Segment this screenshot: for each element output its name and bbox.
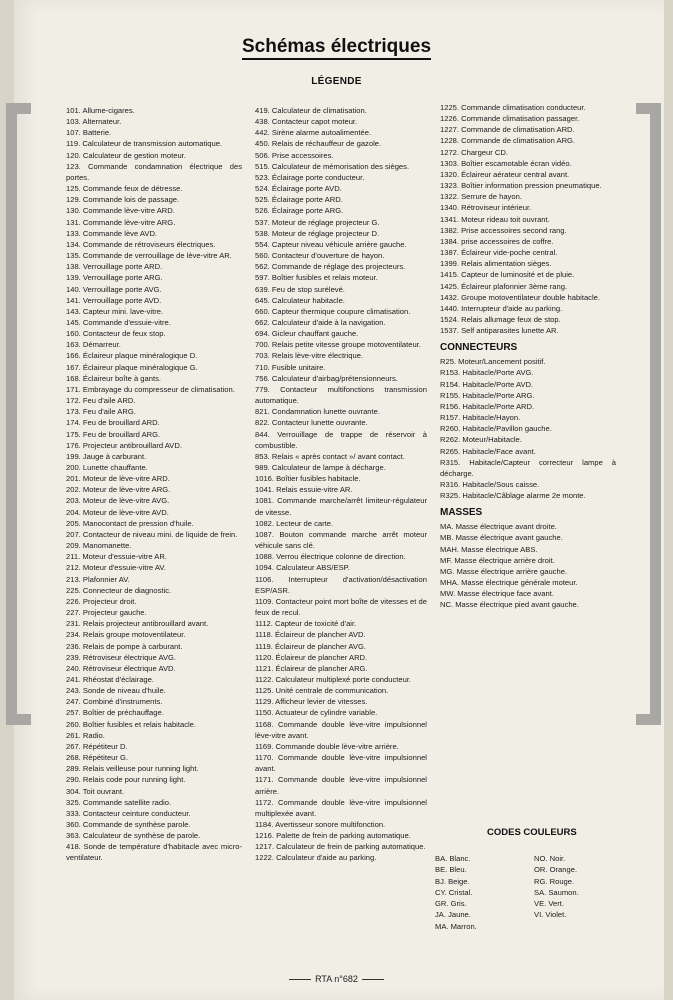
legend-item: 1303. Boîtier escamotable écran vidéo. bbox=[440, 158, 572, 168]
legend-item: 703. Relais lève-vitre électrique. bbox=[255, 351, 364, 361]
legend-item: 1322. Serrure de hayon. bbox=[440, 192, 522, 202]
legend-item: 822. Contacteur lunette ouvrante. bbox=[255, 418, 368, 428]
connecteurs-heading: CONNECTEURS bbox=[440, 342, 518, 354]
color-code-item: JA. Jaune. bbox=[435, 910, 471, 920]
legend-item: 515. Calculateur de mémorisation des sièges. bbox=[255, 161, 410, 171]
masse-item: MHA. Masse électrique générale moteur. bbox=[440, 578, 578, 588]
legend-item: 134. Commande de rétroviseurs électriques. bbox=[66, 239, 216, 249]
legend-item: 120. Calculateur de gestion moteur. bbox=[66, 150, 186, 160]
legend-item: 131. Commande lève-vitre ARG. bbox=[66, 217, 176, 227]
color-code-item: OR. Orange. bbox=[534, 865, 578, 875]
legend-item: 523. Éclairage porte conducteur. bbox=[255, 172, 365, 182]
legend-item: 1118. Éclaireur de plancher AVD. bbox=[255, 630, 366, 640]
legend-item: 525. Éclairage porte ARD. bbox=[255, 195, 343, 205]
legend-item: 205. Manocontact de pression d'huile. bbox=[66, 518, 194, 528]
legend-item: 1172. Commande double lève-vitre impulsionnel multiplexée avant. bbox=[255, 797, 427, 818]
legend-item: 101. Allume-cigares. bbox=[66, 106, 135, 115]
legend-item: 261. Radio. bbox=[66, 730, 105, 740]
connecteur-item: R153. Habitacle/Porte AVG. bbox=[440, 368, 534, 378]
left-bracket-decoration bbox=[6, 103, 31, 725]
legend-item: 234. Relais groupe motoventilateur. bbox=[66, 630, 186, 640]
right-bracket-decoration bbox=[636, 103, 661, 725]
legend-item: 239. Rétroviseur électrique AVG. bbox=[66, 652, 177, 662]
color-code-item: GR. Gris. bbox=[435, 899, 467, 909]
legend-item: 268. Répétiteur G. bbox=[66, 753, 129, 763]
legend-item: 442. Sirène alarme autoalimentée. bbox=[255, 128, 372, 138]
legend-item: 119. Calculateur de transmission automatique. bbox=[66, 139, 223, 149]
connecteur-item: R265. Habitacle/Face avant. bbox=[440, 446, 536, 456]
legend-item: 1087. Bouton commande marche arrêt moteur véhicule sans clé. bbox=[255, 529, 427, 551]
legend-item: 174. Feu de brouillard ARD. bbox=[66, 418, 160, 428]
legend-item: 1226. Commande climatisation passager. bbox=[440, 114, 580, 124]
legend-item: 450. Relais de réchauffeur de gazole. bbox=[255, 139, 382, 149]
connecteur-item: R262. Moteur/Habitacle. bbox=[440, 435, 522, 445]
legend-item: 257. Boîtier de préchauffage. bbox=[66, 708, 164, 718]
legend-item: 225. Connecteur de diagnostic. bbox=[66, 585, 172, 595]
legend-item: 1119. Éclaireur de plancher AVG. bbox=[255, 641, 367, 651]
legend-item: 201. Moteur de lève-vitre ARD. bbox=[66, 474, 170, 484]
legend-item: 226. Projecteur droit. bbox=[66, 596, 137, 606]
connecteur-item: R25. Moteur/Lancement positif. bbox=[440, 357, 546, 367]
footer-label: RTA n°682 bbox=[315, 974, 358, 984]
legend-item: 438. Contacteur capot moteur. bbox=[255, 117, 358, 127]
legend-item: 204. Moteur de lève-vitre AVD. bbox=[66, 507, 169, 517]
legend-item: 1323. Boîtier information pression pneumatique. bbox=[440, 181, 602, 191]
legend-item: 1524. Relais allumage feux de stop. bbox=[440, 314, 561, 324]
legend-item: 418. Sonde de température d'habitacle avec micro-ventilateur. bbox=[66, 842, 242, 863]
masse-item: MA. Masse électrique avant droite. bbox=[440, 522, 557, 532]
legend-item: 212. Moteur d'essuie-vitre AV. bbox=[66, 563, 166, 573]
page-title bbox=[0, 36, 673, 58]
legend-item: 135. Commande de verrouillage de lève-vitre AR. bbox=[66, 251, 232, 261]
legend-item: 1121. Éclaireur de plancher ARG. bbox=[255, 663, 368, 673]
legend-item: 207. Contacteur de niveau mini. de liquide de frein. bbox=[66, 529, 238, 539]
legend-item: 1440. Interrupteur d'aide au parking. bbox=[440, 303, 563, 313]
masse-item: NC. Masse électrique pied avant gauche. bbox=[440, 600, 579, 610]
legend-item: 537. Moteur de réglage projecteur G. bbox=[255, 217, 380, 227]
legend-item: 639. Feu de stop surélevé. bbox=[255, 284, 345, 294]
page-title-text: Schémas électriques bbox=[242, 36, 431, 60]
legend-item: 211. Moteur d'essuie-vitre AR. bbox=[66, 552, 167, 562]
connecteur-item: R325. Habitacle/Câblage alarme 2e monte. bbox=[440, 491, 586, 501]
color-code-item: BE. Bleu. bbox=[435, 865, 467, 875]
legend-column-1 bbox=[66, 105, 242, 864]
legend-item: 844. Verrouillage de trappe de réservoir à combustible. bbox=[255, 429, 427, 450]
legend-item: 419. Calculateur de climatisation. bbox=[255, 106, 367, 115]
legend-item: 560. Contacteur d'ouverture de hayon. bbox=[255, 251, 385, 261]
legend-item: 304. Toit ouvrant. bbox=[66, 786, 125, 796]
legend-item: 1425. Éclaireur plafonnier 3ème rang. bbox=[440, 281, 568, 291]
legend-item: 1122. Calculateur multiplexé porte conducteur. bbox=[255, 674, 412, 684]
legend-item: 645. Calculateur habitacle. bbox=[255, 295, 345, 305]
legend-item: 1082. Lecteur de carte. bbox=[255, 518, 334, 528]
legend-item: 139. Verrouillage porte ARG. bbox=[66, 273, 163, 283]
legend-item: 1415. Capteur de luminosité et de pluie. bbox=[440, 270, 575, 280]
legend-item: 290. Relais code pour running light. bbox=[66, 775, 186, 785]
legend-item: 166. Éclaireur plaque minéralogique D. bbox=[66, 351, 198, 361]
color-code-item: BA. Blanc. bbox=[435, 854, 471, 863]
legend-item: 1432. Groupe motoventilateur double habitacle. bbox=[440, 292, 600, 302]
color-code-item: CY. Cristal. bbox=[435, 887, 473, 897]
legend-item: 267. Répétiteur D. bbox=[66, 741, 128, 751]
legend-item: 243. Sonde de niveau d'huile. bbox=[66, 686, 166, 696]
legend-item: 227. Projecteur gauche. bbox=[66, 608, 147, 618]
legend-item: 175. Feu de brouillard ARG. bbox=[66, 429, 161, 439]
legend-item: 1041. Relais essuie-vitre AR. bbox=[255, 485, 353, 495]
legend-item: 1384. prise accessoires de coffre. bbox=[440, 236, 554, 246]
legend-column-3-items bbox=[440, 102, 616, 336]
legend-item: 756. Calculateur d'airbag/prétensionneurs. bbox=[255, 373, 398, 383]
legend-item: 1169. Commande double lève-vitre arrière. bbox=[255, 741, 399, 751]
legend-item: 260. Boîtier fusibles et relais habitacle. bbox=[66, 719, 197, 729]
legend-item: 1320. Éclaireur aérateur central avant. bbox=[440, 169, 570, 179]
legend-item: 145. Commande d'essuie-vitre. bbox=[66, 317, 171, 327]
legend-item: 1106. Interrupteur d'activation/désactivation ESP/ASR. bbox=[255, 574, 427, 595]
legend-item: 1170. Commande double lève-vitre impulsionnel avant. bbox=[255, 753, 427, 774]
legend-item: 213. Plafonnier AV. bbox=[66, 574, 130, 584]
legend-item: 1340. Rétroviseur intérieur. bbox=[440, 203, 532, 213]
legend-column-3 bbox=[440, 102, 616, 611]
legend-item: 1120. Éclaireur de plancher ARD. bbox=[255, 652, 368, 662]
legend-item: 821. Condamnation lunette ouvrante. bbox=[255, 407, 380, 417]
legend-item: 1382. Prise accessoires second rang. bbox=[440, 225, 567, 235]
legend-item: 1081. Commande marche/arrêt limiteur-régulateur de vitesse. bbox=[255, 496, 427, 517]
connecteurs-list bbox=[440, 356, 616, 501]
legend-item: 240. Rétroviseur électrique AVD. bbox=[66, 663, 176, 673]
masse-item: MB. Masse électrique avant gauche. bbox=[440, 533, 563, 543]
legend-item: 289. Relais veilleuse pour running light. bbox=[66, 764, 199, 774]
legend-item: 1094. Calculateur ABS/ESP. bbox=[255, 563, 350, 573]
color-code-item: SA. Saumon. bbox=[534, 887, 579, 897]
legend-item: 1109. Contacteur point mort boîte de vitesses et de feux de recul. bbox=[255, 596, 427, 618]
legend-item: 1016. Boîtier fusibles habitacle. bbox=[255, 474, 361, 484]
footer-dash-right bbox=[362, 979, 384, 980]
legend-item: 1227. Commande de climatisation ARD. bbox=[440, 125, 575, 135]
legend-item: 1399. Relais alimentation sièges. bbox=[440, 259, 552, 269]
legend-item: 333. Contacteur ceinture conducteur. bbox=[66, 808, 191, 818]
legend-column-2 bbox=[255, 105, 427, 864]
legend-item: 123. Commande condamnation électrique des portes. bbox=[66, 161, 242, 182]
masses-heading: MASSES bbox=[440, 507, 483, 519]
legend-item: 200. Lunette chauffante. bbox=[66, 463, 148, 472]
legend-item: 247. Combiné d'instruments. bbox=[66, 697, 163, 707]
legend-item: 167. Éclaireur plaque minéralogique G. bbox=[66, 362, 198, 372]
legend-item: 107. Batterie. bbox=[66, 128, 112, 138]
legend-item: 660. Capteur thermique coupure climatisation. bbox=[255, 306, 411, 316]
legend-item: 1225. Commande climatisation conducteur. bbox=[440, 103, 586, 112]
legend-item: 173. Feu d'aile ARG. bbox=[66, 407, 136, 417]
legend-item: 1537. Self antiparasites lunette AR. bbox=[440, 326, 559, 336]
legend-item: 1222. Calculateur d'aide au parking. bbox=[255, 853, 377, 863]
legend-item: 1228. Commande de climatisation ARG. bbox=[440, 136, 576, 146]
legend-item: 1112. Capteur de toxicité d'air. bbox=[255, 619, 357, 629]
color-code-item: RG. Rouge. bbox=[534, 876, 575, 886]
connecteur-item: R316. Habitacle/Sous caisse. bbox=[440, 480, 540, 489]
footer-dash-left bbox=[289, 979, 311, 980]
legend-item: 171. Embrayage du compresseur de climatisation. bbox=[66, 384, 235, 394]
legend-item: 125. Commande feux de détresse. bbox=[66, 184, 183, 194]
legend-item: 176. Projecteur antibrouillard AVD. bbox=[66, 440, 182, 450]
color-code-item: NO. Noir. bbox=[534, 854, 566, 863]
connecteur-item: R157. Habitacle/Hayon. bbox=[440, 413, 521, 423]
legend-item: 231. Relais projecteur antibrouillard avant. bbox=[66, 619, 209, 629]
legend-item: 129. Commande lois de passage. bbox=[66, 195, 180, 205]
legend-item: 143. Capteur mini. lave-vitre. bbox=[66, 306, 164, 316]
legend-item: 1171. Commande double lève-vitre impulsionnel arrière. bbox=[255, 775, 427, 796]
masse-item: MAH. Masse électrique ABS. bbox=[440, 544, 538, 554]
legend-item: 133. Commande lève AVD. bbox=[66, 228, 158, 238]
legend-item: 1150. Actuateur de cylindre variable. bbox=[255, 708, 378, 718]
legend-item: 524. Éclairage porte AVD. bbox=[255, 184, 342, 194]
legend-item: 506. Prise accessoires. bbox=[255, 150, 334, 160]
legend-item: 141. Verrouillage porte AVD. bbox=[66, 295, 162, 305]
masse-item: MG. Masse électrique arrière gauche. bbox=[440, 566, 568, 576]
masse-item: MW. Masse électrique face avant. bbox=[440, 589, 554, 599]
color-code-item: MA. Marron. bbox=[435, 921, 477, 931]
connecteur-item: R315. Habitacle/Capteur correcteur lampe à décharge. bbox=[440, 457, 616, 478]
legend-item: 168. Éclaireur boîte à gants. bbox=[66, 373, 161, 383]
legend-heading: LÉGENDE bbox=[311, 76, 362, 87]
codes-couleurs-heading: CODES COULEURS bbox=[487, 827, 577, 838]
page-footer bbox=[0, 974, 673, 984]
legend-item: 172. Feu d'aile ARD. bbox=[66, 396, 136, 406]
legend-item: 1387. Éclaireur vide-poche central. bbox=[440, 248, 558, 258]
legend-item: 1341. Moteur rideau toit ouvrant. bbox=[440, 214, 550, 224]
masses-list bbox=[440, 521, 616, 610]
legend-item: 199. Jauge à carburant. bbox=[66, 451, 147, 461]
codes-left-column bbox=[435, 853, 530, 932]
legend-item: 989. Calculateur de lampe à décharge. bbox=[255, 463, 386, 472]
connecteur-item: R155. Habitacle/Porte ARG. bbox=[440, 390, 535, 400]
legend-item: 694. Gicleur chauffant gauche. bbox=[255, 329, 359, 339]
legend-item: 203. Moteur de lève-vitre AVG. bbox=[66, 496, 170, 506]
legend-item: 1217. Calculateur de frein de parking automatique. bbox=[255, 842, 426, 852]
connecteur-item: R156. Habitacle/Porte ARD. bbox=[440, 401, 535, 411]
legend-item: 597. Boîtier fusibles et relais moteur. bbox=[255, 273, 378, 283]
legend-item: 160. Contacteur de feux stop. bbox=[66, 329, 166, 339]
legend-item: 1125. Unité centrale de communication. bbox=[255, 686, 389, 696]
color-code-item: VI. Violet. bbox=[534, 910, 567, 920]
legend-item: 1129. Afficheur levier de vitesses. bbox=[255, 697, 368, 707]
legend-item: 1272. Chargeur CD. bbox=[440, 147, 508, 157]
legend-item: 209. Manomanette. bbox=[66, 541, 132, 551]
legend-item: 363. Calculateur de synthèse de parole. bbox=[66, 831, 201, 841]
legend-item: 710. Fusible unitaire. bbox=[255, 362, 326, 372]
legend-item: 325. Commande satellite radio. bbox=[66, 797, 172, 807]
legend-item: 360. Commande de synthèse parole. bbox=[66, 820, 191, 829]
legend-item: 138. Verrouillage porte ARD. bbox=[66, 262, 163, 272]
legend-item: 562. Commande de réglage des projecteurs. bbox=[255, 262, 406, 272]
legend-item: 1184. Avertisseur sonore multifonction. bbox=[255, 820, 386, 829]
legend-item: 140. Verrouillage porte AVG. bbox=[66, 284, 162, 294]
connecteur-item: R154. Habitacle/Porte AVD. bbox=[440, 379, 534, 389]
masse-item: MF. Masse électrique arrière droit. bbox=[440, 555, 555, 565]
legend-item: 554. Capteur niveau véhicule arrière gauche. bbox=[255, 239, 407, 249]
color-code-item: BJ. Beige. bbox=[435, 876, 470, 886]
legend-item: 1088. Verrou électrique colonne de direction. bbox=[255, 552, 406, 562]
legend-item: 130. Commande lève-vitre ARD. bbox=[66, 206, 175, 216]
legend-item: 853. Relais « après contact »/ avant contact. bbox=[255, 451, 405, 461]
legend-item: 779. Contacteur multifonctions transmission automatique. bbox=[255, 384, 427, 406]
legend-item: 236. Relais de pompe à carburant. bbox=[66, 641, 183, 651]
legend-item: 526. Éclairage porte ARG. bbox=[255, 206, 344, 216]
color-code-item: VE. Vert. bbox=[534, 899, 564, 909]
legend-item: 1216. Palette de frein de parking automatique. bbox=[255, 831, 411, 841]
codes-right-column bbox=[534, 853, 629, 921]
legend-item: 241. Rhéostat d'éclairage. bbox=[66, 674, 154, 684]
connecteur-item: R260. Habitacle/Pavillon gauche. bbox=[440, 424, 552, 434]
legend-item: 700. Relais petite vitesse groupe motoventilateur. bbox=[255, 340, 421, 350]
legend-item: 538. Moteur de réglage projecteur D. bbox=[255, 228, 380, 238]
legend-item: 662. Calculateur d'aide à la navigation. bbox=[255, 317, 386, 327]
legend-item: 202. Moteur de lève-vitre ARG. bbox=[66, 485, 171, 495]
legend-item: 103. Alternateur. bbox=[66, 117, 122, 127]
legend-item: 1168. Commande double lève-vitre impulsionnel lève-vitre avant. bbox=[255, 719, 427, 740]
legend-item: 163. Démarreur. bbox=[66, 340, 121, 350]
